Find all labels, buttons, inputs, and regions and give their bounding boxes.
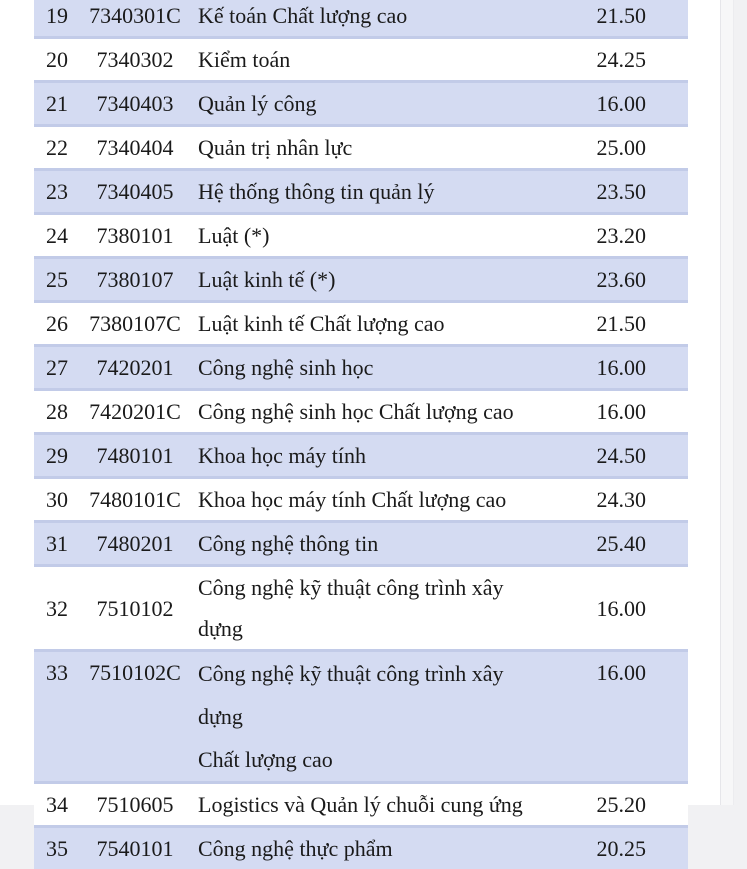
major-code: 7380107: [80, 258, 190, 302]
major-code: 7340403: [80, 82, 190, 126]
row-number: 23: [34, 170, 80, 214]
cutoff-score: 25.00: [526, 126, 688, 170]
cutoff-score: 23.50: [526, 170, 688, 214]
cutoff-score: 20.25: [526, 827, 688, 869]
major-name: Kế toán Chất lượng cao: [190, 0, 526, 38]
row-number: 25: [34, 258, 80, 302]
table-row: [34, 827, 688, 869]
row-number: 30: [34, 478, 80, 522]
table-row: [34, 170, 688, 214]
table-row: [34, 346, 688, 390]
cutoff-score: 23.20: [526, 214, 688, 258]
row-number: 29: [34, 434, 80, 478]
major-name: Công nghệ kỹ thuật công trình xây dựng: [198, 652, 526, 738]
table-row: [34, 126, 688, 170]
table-row: [34, 478, 688, 522]
major-code: 7510605: [80, 783, 190, 827]
major-name: Khoa học máy tính Chất lượng cao: [190, 478, 526, 522]
major-code: 7480101: [80, 434, 190, 478]
cutoff-score: 24.50: [526, 434, 688, 478]
major-code: 7510102C: [80, 651, 190, 783]
major-code: 7340405: [80, 170, 190, 214]
major-name: Công nghệ kỹ thuật công trình xây dựng: [190, 566, 526, 651]
cutoff-score: 16.00: [526, 82, 688, 126]
major-name: Quản trị nhân lực: [190, 126, 526, 170]
table-row: [34, 434, 688, 478]
major-name: Luật (*): [190, 214, 526, 258]
major-code: 7340301C: [80, 0, 190, 38]
major-code: 7340302: [80, 38, 190, 82]
row-number: 33: [34, 651, 80, 783]
row-number: 24: [34, 214, 80, 258]
major-code: 7420201: [80, 346, 190, 390]
cutoff-score: 21.50: [526, 302, 688, 346]
major-name: Luật kinh tế (*): [190, 258, 526, 302]
row-number: 19: [34, 0, 80, 38]
major-name: Quản lý công: [190, 82, 526, 126]
table-row: [34, 82, 688, 126]
row-number: 20: [34, 38, 80, 82]
table-row: [34, 214, 688, 258]
major-code: 7540101: [80, 827, 190, 869]
cutoff-score: 25.20: [526, 783, 688, 827]
admission-score-table: [34, 0, 688, 869]
cutoff-score: 24.30: [526, 478, 688, 522]
major-name: Công nghệ thực phẩm: [190, 827, 526, 869]
cutoff-score: 16.00: [526, 651, 688, 783]
row-number: 28: [34, 390, 80, 434]
row-number: 22: [34, 126, 80, 170]
major-name: Logistics và Quản lý chuỗi cung ứng: [190, 783, 526, 827]
major-name: Luật kinh tế Chất lượng cao: [190, 302, 526, 346]
major-code: 7340404: [80, 126, 190, 170]
row-number: 35: [34, 827, 80, 869]
cutoff-score: 16.00: [526, 390, 688, 434]
table-row: [34, 38, 688, 82]
major-name: Hệ thống thông tin quản lý: [190, 170, 526, 214]
major-name: Công nghệ sinh học Chất lượng cao: [190, 390, 526, 434]
cutoff-score: 23.60: [526, 258, 688, 302]
row-number: 27: [34, 346, 80, 390]
major-name-cell: [190, 651, 526, 783]
table-row: [34, 390, 688, 434]
table-row: [34, 651, 688, 783]
row-number: 34: [34, 783, 80, 827]
row-number: 26: [34, 302, 80, 346]
major-name-line2: Chất lượng cao: [198, 738, 526, 781]
divider: [733, 0, 734, 805]
major-code: 7480201: [80, 522, 190, 566]
major-name: Công nghệ thông tin: [190, 522, 526, 566]
cutoff-score: 25.40: [526, 522, 688, 566]
major-name: Công nghệ sinh học: [190, 346, 526, 390]
major-code: 7510102: [80, 566, 190, 651]
major-name: Kiểm toán: [190, 38, 526, 82]
table-row: [34, 0, 688, 38]
major-code: 7480101C: [80, 478, 190, 522]
table-row: [34, 566, 688, 651]
row-number: 32: [34, 566, 80, 651]
table-row: [34, 258, 688, 302]
cutoff-score: 24.25: [526, 38, 688, 82]
row-number: 21: [34, 82, 80, 126]
major-code: 7380101: [80, 214, 190, 258]
cutoff-score: 16.00: [526, 346, 688, 390]
table-row: [34, 302, 688, 346]
page-margin: [720, 0, 733, 805]
major-code: 7380107C: [80, 302, 190, 346]
major-code: 7420201C: [80, 390, 190, 434]
major-name: Khoa học máy tính: [190, 434, 526, 478]
cutoff-score: 16.00: [526, 566, 688, 651]
table-row: [34, 522, 688, 566]
row-number: 31: [34, 522, 80, 566]
cutoff-score: 21.50: [526, 0, 688, 38]
